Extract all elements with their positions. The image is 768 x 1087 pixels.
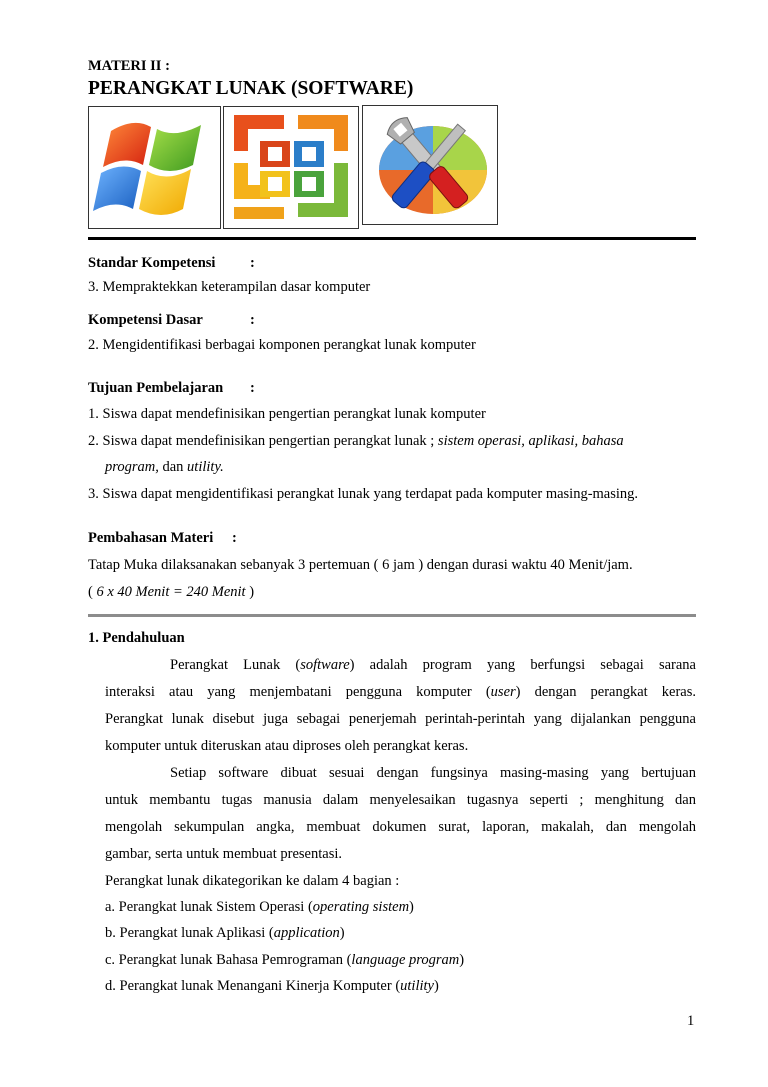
list-item bbox=[105, 924, 345, 942]
windows-logo-icon bbox=[88, 106, 221, 229]
p1-line-3: Perangkat lunak disebut juga sebagai penerjemah perintah-perintah yang dijalankan pengguna bbox=[105, 711, 696, 727]
list-item-text: a. Perangkat lunak Sistem Operasi ( bbox=[105, 899, 313, 915]
tujuan-item-2-dan: dan bbox=[158, 459, 188, 475]
office-logo-icon bbox=[223, 106, 359, 229]
p1-l2-user: user bbox=[490, 684, 516, 700]
p1-l1-c: ) adalah program yang berfungsi sebagai sarana bbox=[349, 657, 696, 673]
tujuan-item-2-terms: sistem operasi, aplikasi, bahasa bbox=[437, 433, 624, 449]
pembahasan-line-2 bbox=[88, 583, 254, 601]
list-item-suffix: ) bbox=[459, 952, 465, 968]
tujuan-item-2-cont bbox=[105, 458, 224, 476]
tujuan-item-1: 1. Siswa dapat mendefinisikan pengertian perangkat lunak komputer bbox=[88, 406, 486, 422]
tujuan-item-3: 3. Siswa dapat mengidentifikasi perangkat lunak yang terdapat pada komputer masing-masing. bbox=[88, 486, 639, 502]
list-item-term: application bbox=[273, 925, 340, 941]
tujuan-colon: : bbox=[250, 380, 255, 396]
list-item-suffix: ) bbox=[409, 899, 414, 915]
p1-l1-a: Perangkat Lunak ( bbox=[170, 657, 301, 673]
list-item bbox=[105, 951, 464, 969]
page-title: PERANGKAT LUNAK (SOFTWARE) bbox=[88, 78, 414, 99]
list-item-term: language program bbox=[351, 952, 460, 968]
kd-text: 2. Mengidentifikasi berbagai komponen perangkat lunak komputer bbox=[88, 337, 476, 353]
p1-line-1 bbox=[170, 656, 696, 674]
kd-heading: Kompetensi Dasar bbox=[88, 312, 203, 328]
materi-label: MATERI II : bbox=[88, 58, 170, 74]
p1-line-4: komputer untuk diteruskan atau diproses oleh perangkat keras. bbox=[105, 738, 469, 754]
list-item-suffix: ) bbox=[339, 925, 345, 941]
pembahasan-heading: Pembahasan Materi bbox=[88, 530, 214, 546]
p2-line-3: mengolah sekumpulan angka, membuat dokumen surat, laporan, makalah, dan mengolah bbox=[105, 819, 696, 835]
tools-logo-icon bbox=[362, 105, 498, 225]
kd-colon: : bbox=[250, 312, 255, 328]
pembahasan-colon: : bbox=[232, 530, 237, 546]
categories-intro: Perangkat lunak dikategorikan ke dalam 4 bagian : bbox=[105, 873, 400, 889]
section-rule-gray bbox=[88, 614, 696, 617]
p1-line-2 bbox=[105, 683, 696, 701]
p2-line-2: untuk membantu tugas manusia dalam menyelesaikan tugasnya seperti ; menghitung dan bbox=[105, 792, 696, 808]
p1-l1-software: software bbox=[300, 657, 350, 673]
p1-l2-a: interaksi atau yang menjembatani pengguna komputer ( bbox=[105, 684, 491, 700]
list-item bbox=[105, 977, 439, 995]
tujuan-item-2 bbox=[88, 432, 624, 450]
pembahasan-line-1: Tatap Muka dilaksanakan sebanyak 3 pertemuan ( 6 jam ) dengan durasi waktu 40 Menit/jam. bbox=[88, 557, 633, 573]
tujuan-heading: Tujuan Pembelajaran bbox=[88, 380, 224, 396]
list-item bbox=[105, 898, 414, 916]
tujuan-item-2-utility: utility. bbox=[187, 459, 224, 475]
sk-heading: Standar Kompetensi bbox=[88, 255, 216, 271]
list-item-text: d. Perangkat lunak Menangani Kinerja Komputer ( bbox=[105, 978, 401, 994]
sk-text: 3. Mempraktekkan keterampilan dasar komputer bbox=[88, 279, 371, 295]
p2-line-4: gambar, serta untuk membuat presentasi. bbox=[105, 846, 342, 862]
list-item-text: b. Perangkat lunak Aplikasi ( bbox=[105, 925, 274, 941]
pembahasan-paren-close: ) bbox=[245, 584, 255, 600]
list-item-term: operating sistem bbox=[312, 899, 410, 915]
p1-l2-c: ) dengan perangkat keras. bbox=[515, 684, 696, 700]
pembahasan-paren-open: ( bbox=[88, 584, 97, 600]
pendahuluan-heading: 1. Pendahuluan bbox=[88, 630, 185, 646]
tujuan-item-2-text: 2. Siswa dapat mendefinisikan pengertian perangkat lunak ; bbox=[88, 433, 438, 449]
sk-colon: : bbox=[250, 255, 255, 271]
tujuan-item-2-program: program, bbox=[105, 459, 159, 475]
pembahasan-formula: 6 x 40 Menit = 240 Menit bbox=[96, 584, 246, 600]
p2-line-1: Setiap software dibuat sesuai dengan fungsinya masing-masing yang bertujuan bbox=[170, 765, 696, 781]
page-number: 1 bbox=[687, 1013, 695, 1029]
list-item-term: utility bbox=[400, 978, 434, 994]
list-item-suffix: ) bbox=[434, 978, 439, 994]
section-rule bbox=[88, 237, 696, 240]
list-item-text: c. Perangkat lunak Bahasa Pemrograman ( bbox=[105, 952, 352, 968]
